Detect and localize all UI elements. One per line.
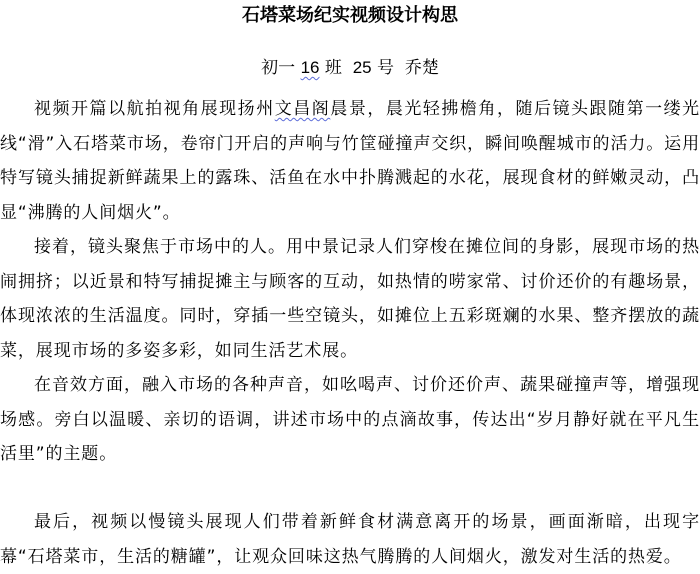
byline-grade: 初一 (261, 58, 296, 78)
paragraph-people: 接着，镜头聚焦于市场中的人。用中景记录人们穿梭在摊位间的身影，展现市场的热闹拥挤；以近景和特写捕捉摊主与顾客的互动，如热情的唠家常、讨价还价的有趣场景，体现浓浓的生活温度。同时，穿插一些空镜头，如摊位上五彩斑斓的水果、整齐摆放的蔬菜，展现市场的多姿多彩，如同生活艺术展。 (0, 237, 700, 362)
paragraph-opening-part-a: 视频开篇以航拍视角展现扬州 (34, 99, 275, 119)
paragraph-ending: 最后，视频以慢镜头展现人们带着新鲜食材满意离开的场景，画面渐暗，出现字幕“石塔菜市，生活的糖罐”，让观众回味这热气腾腾的人间烟火，激发对生活的热爱。 (0, 512, 700, 567)
paragraph-opening-part-c: 晨景，晨光轻拂檐角，随后镜头跟随第一缕光线“滑”入石塔菜市场，卷帘门开启的声响与竹筐碰撞声交织，瞬间唤醒城市的活力。运用特写镜头捕捉新鲜蔬果上的露珠、活鱼在水中扑腾溅起的水花，展现食材的鲜嫩灵动，凸显“沸腾的人间烟火”。 (0, 99, 700, 224)
paragraph-sound: 在音效方面，融入市场的各种声音，如吆喝声、讨价还价声、蔬果碰撞声等，增强现场感。旁白以温暖、亲切的语调，讲述市场中的点滴故事，传达出“岁月静好就在平凡生活里”的主题。 (0, 375, 700, 465)
document-title: 石塔菜场纪实视频设计构思 (242, 5, 458, 26)
author-byline (0, 57, 700, 79)
paragraph-opening-spellcheck-word: 文昌阁 (274, 99, 331, 119)
byline-author-name: 乔楚 (404, 58, 439, 78)
paragraph-opening (0, 92, 700, 231)
byline-seat-unit: 号 (377, 58, 395, 78)
byline-seat-number: 25 (352, 58, 372, 77)
byline-class-number: 16 (300, 58, 320, 77)
byline-class-unit: 班 (324, 58, 342, 78)
